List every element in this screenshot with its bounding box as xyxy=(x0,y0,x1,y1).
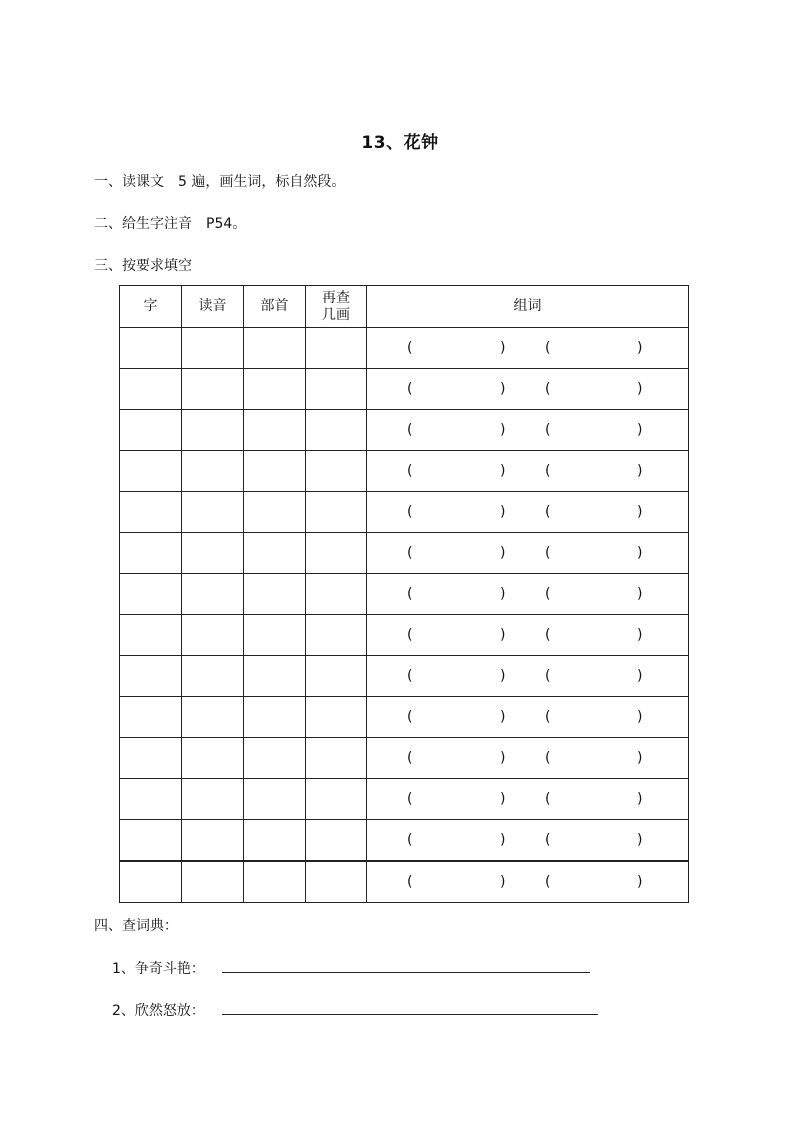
answer-line[interactable] xyxy=(222,972,590,973)
radical-cell[interactable] xyxy=(244,328,306,369)
char-cell[interactable] xyxy=(120,820,182,862)
word-group-cell[interactable] xyxy=(367,738,689,779)
table-row xyxy=(120,369,689,410)
reading-cell[interactable] xyxy=(182,779,244,820)
char-cell[interactable] xyxy=(120,779,182,820)
open-paren: ( xyxy=(407,340,413,356)
open-paren: ( xyxy=(545,709,551,725)
header-strokes-line1: 再查 xyxy=(322,289,350,306)
strokes-cell[interactable] xyxy=(306,615,367,656)
char-cell[interactable] xyxy=(120,615,182,656)
radical-cell[interactable] xyxy=(244,656,306,697)
table-row xyxy=(120,738,689,779)
word-group-cell[interactable] xyxy=(367,328,689,369)
word-group-cell[interactable] xyxy=(367,820,689,862)
open-paren: ( xyxy=(545,750,551,766)
open-paren: ( xyxy=(407,463,413,479)
reading-cell[interactable] xyxy=(182,738,244,779)
open-paren: ( xyxy=(545,791,551,807)
close-paren: ) xyxy=(637,874,643,890)
strokes-cell[interactable] xyxy=(306,574,367,615)
char-cell[interactable] xyxy=(120,410,182,451)
char-cell[interactable] xyxy=(120,533,182,574)
header-radical: 部首 xyxy=(244,286,306,328)
open-paren: ( xyxy=(407,586,413,602)
header-char: 字 xyxy=(120,286,182,328)
open-paren: ( xyxy=(407,750,413,766)
close-paren: ) xyxy=(500,709,506,725)
strokes-cell[interactable] xyxy=(306,697,367,738)
word-group-cell[interactable] xyxy=(367,779,689,820)
header-reading: 读音 xyxy=(182,286,244,328)
table-row xyxy=(120,697,689,738)
radical-cell[interactable] xyxy=(244,369,306,410)
table-row xyxy=(120,492,689,533)
char-cell[interactable] xyxy=(120,861,182,903)
open-paren: ( xyxy=(407,709,413,725)
reading-cell[interactable] xyxy=(182,410,244,451)
radical-cell[interactable] xyxy=(244,615,306,656)
reading-cell[interactable] xyxy=(182,820,244,862)
char-cell[interactable] xyxy=(120,328,182,369)
reading-cell[interactable] xyxy=(182,369,244,410)
radical-cell[interactable] xyxy=(244,738,306,779)
reading-cell[interactable] xyxy=(182,328,244,369)
dictionary-item-label: 1、争奇斗艳： xyxy=(112,961,205,977)
close-paren: ) xyxy=(500,832,506,848)
close-paren: ) xyxy=(637,750,643,766)
header-words: 组词 xyxy=(367,286,689,328)
table-row xyxy=(120,615,689,656)
strokes-cell[interactable] xyxy=(306,369,367,410)
open-paren: ( xyxy=(407,874,413,890)
reading-cell[interactable] xyxy=(182,574,244,615)
table-row xyxy=(120,820,689,862)
close-paren: ) xyxy=(500,545,506,561)
word-group-cell[interactable] xyxy=(367,533,689,574)
close-paren: ) xyxy=(637,340,643,356)
radical-cell[interactable] xyxy=(244,492,306,533)
close-paren: ) xyxy=(637,709,643,725)
strokes-cell[interactable] xyxy=(306,492,367,533)
strokes-cell[interactable] xyxy=(306,328,367,369)
open-paren: ( xyxy=(407,832,413,848)
word-group-cell[interactable] xyxy=(367,492,689,533)
table-header-row xyxy=(120,286,689,328)
open-paren: ( xyxy=(407,627,413,643)
table-row xyxy=(120,451,689,492)
task-dictionary: 四、查词典： xyxy=(94,918,178,934)
char-cell[interactable] xyxy=(120,697,182,738)
task-read-text: 一、读课文 5 遍，画生词，标自然段。 xyxy=(94,174,346,190)
char-cell[interactable] xyxy=(120,574,182,615)
table-row xyxy=(120,779,689,820)
close-paren: ) xyxy=(637,586,643,602)
open-paren: ( xyxy=(545,874,551,890)
open-paren: ( xyxy=(545,504,551,520)
word-group-cell[interactable] xyxy=(367,410,689,451)
strokes-cell[interactable] xyxy=(306,533,367,574)
close-paren: ) xyxy=(637,791,643,807)
open-paren: ( xyxy=(407,422,413,438)
close-paren: ) xyxy=(637,627,643,643)
radical-cell[interactable] xyxy=(244,533,306,574)
open-paren: ( xyxy=(545,627,551,643)
reading-cell[interactable] xyxy=(182,697,244,738)
close-paren: ) xyxy=(500,422,506,438)
close-paren: ) xyxy=(637,668,643,684)
close-paren: ) xyxy=(637,463,643,479)
reading-cell[interactable] xyxy=(182,492,244,533)
table-row xyxy=(120,533,689,574)
open-paren: ( xyxy=(407,545,413,561)
reading-cell[interactable] xyxy=(182,533,244,574)
reading-cell[interactable] xyxy=(182,656,244,697)
radical-cell[interactable] xyxy=(244,779,306,820)
reading-cell[interactable] xyxy=(182,861,244,903)
task-fill-table: 三、按要求填空 xyxy=(94,258,192,274)
table-row xyxy=(120,656,689,697)
radical-cell[interactable] xyxy=(244,451,306,492)
table-row xyxy=(120,328,689,369)
close-paren: ) xyxy=(500,504,506,520)
open-paren: ( xyxy=(545,545,551,561)
close-paren: ) xyxy=(500,627,506,643)
open-paren: ( xyxy=(407,791,413,807)
answer-line[interactable] xyxy=(222,1014,598,1015)
close-paren: ) xyxy=(500,340,506,356)
close-paren: ) xyxy=(637,422,643,438)
task-phonetic: 二、给生字注音 P54。 xyxy=(94,216,247,232)
vocabulary-table xyxy=(119,285,689,903)
close-paren: ) xyxy=(500,586,506,602)
table-row xyxy=(120,574,689,615)
strokes-cell[interactable] xyxy=(306,451,367,492)
open-paren: ( xyxy=(545,832,551,848)
close-paren: ) xyxy=(637,381,643,397)
table-row xyxy=(120,410,689,451)
radical-cell[interactable] xyxy=(244,574,306,615)
open-paren: ( xyxy=(407,504,413,520)
dictionary-item-label: 2、欣然怒放： xyxy=(112,1003,205,1019)
radical-cell[interactable] xyxy=(244,861,306,903)
reading-cell[interactable] xyxy=(182,615,244,656)
word-group-cell[interactable] xyxy=(367,369,689,410)
close-paren: ) xyxy=(500,874,506,890)
char-cell[interactable] xyxy=(120,656,182,697)
open-paren: ( xyxy=(545,586,551,602)
close-paren: ) xyxy=(500,791,506,807)
strokes-cell[interactable] xyxy=(306,779,367,820)
open-paren: ( xyxy=(545,668,551,684)
close-paren: ) xyxy=(637,504,643,520)
open-paren: ( xyxy=(545,381,551,397)
strokes-cell[interactable] xyxy=(306,410,367,451)
table-row xyxy=(120,861,689,903)
word-group-cell[interactable] xyxy=(367,574,689,615)
open-paren: ( xyxy=(407,381,413,397)
strokes-cell[interactable] xyxy=(306,861,367,903)
radical-cell[interactable] xyxy=(244,820,306,862)
close-paren: ) xyxy=(500,463,506,479)
header-strokes xyxy=(306,286,367,328)
page-title: 13、花钟 xyxy=(361,133,439,153)
word-group-cell[interactable] xyxy=(367,656,689,697)
close-paren: ) xyxy=(500,381,506,397)
close-paren: ) xyxy=(637,545,643,561)
char-cell[interactable] xyxy=(120,738,182,779)
close-paren: ) xyxy=(500,668,506,684)
char-cell[interactable] xyxy=(120,492,182,533)
open-paren: ( xyxy=(545,422,551,438)
strokes-cell[interactable] xyxy=(306,656,367,697)
strokes-cell[interactable] xyxy=(306,820,367,862)
word-group-cell[interactable] xyxy=(367,861,689,903)
open-paren: ( xyxy=(545,340,551,356)
radical-cell[interactable] xyxy=(244,697,306,738)
open-paren: ( xyxy=(407,668,413,684)
radical-cell[interactable] xyxy=(244,410,306,451)
word-group-cell[interactable] xyxy=(367,697,689,738)
strokes-cell[interactable] xyxy=(306,738,367,779)
close-paren: ) xyxy=(637,832,643,848)
close-paren: ) xyxy=(500,750,506,766)
header-strokes-line2: 几画 xyxy=(322,306,350,323)
reading-cell[interactable] xyxy=(182,451,244,492)
word-group-cell[interactable] xyxy=(367,615,689,656)
open-paren: ( xyxy=(545,463,551,479)
char-cell[interactable] xyxy=(120,451,182,492)
word-group-cell[interactable] xyxy=(367,451,689,492)
char-cell[interactable] xyxy=(120,369,182,410)
